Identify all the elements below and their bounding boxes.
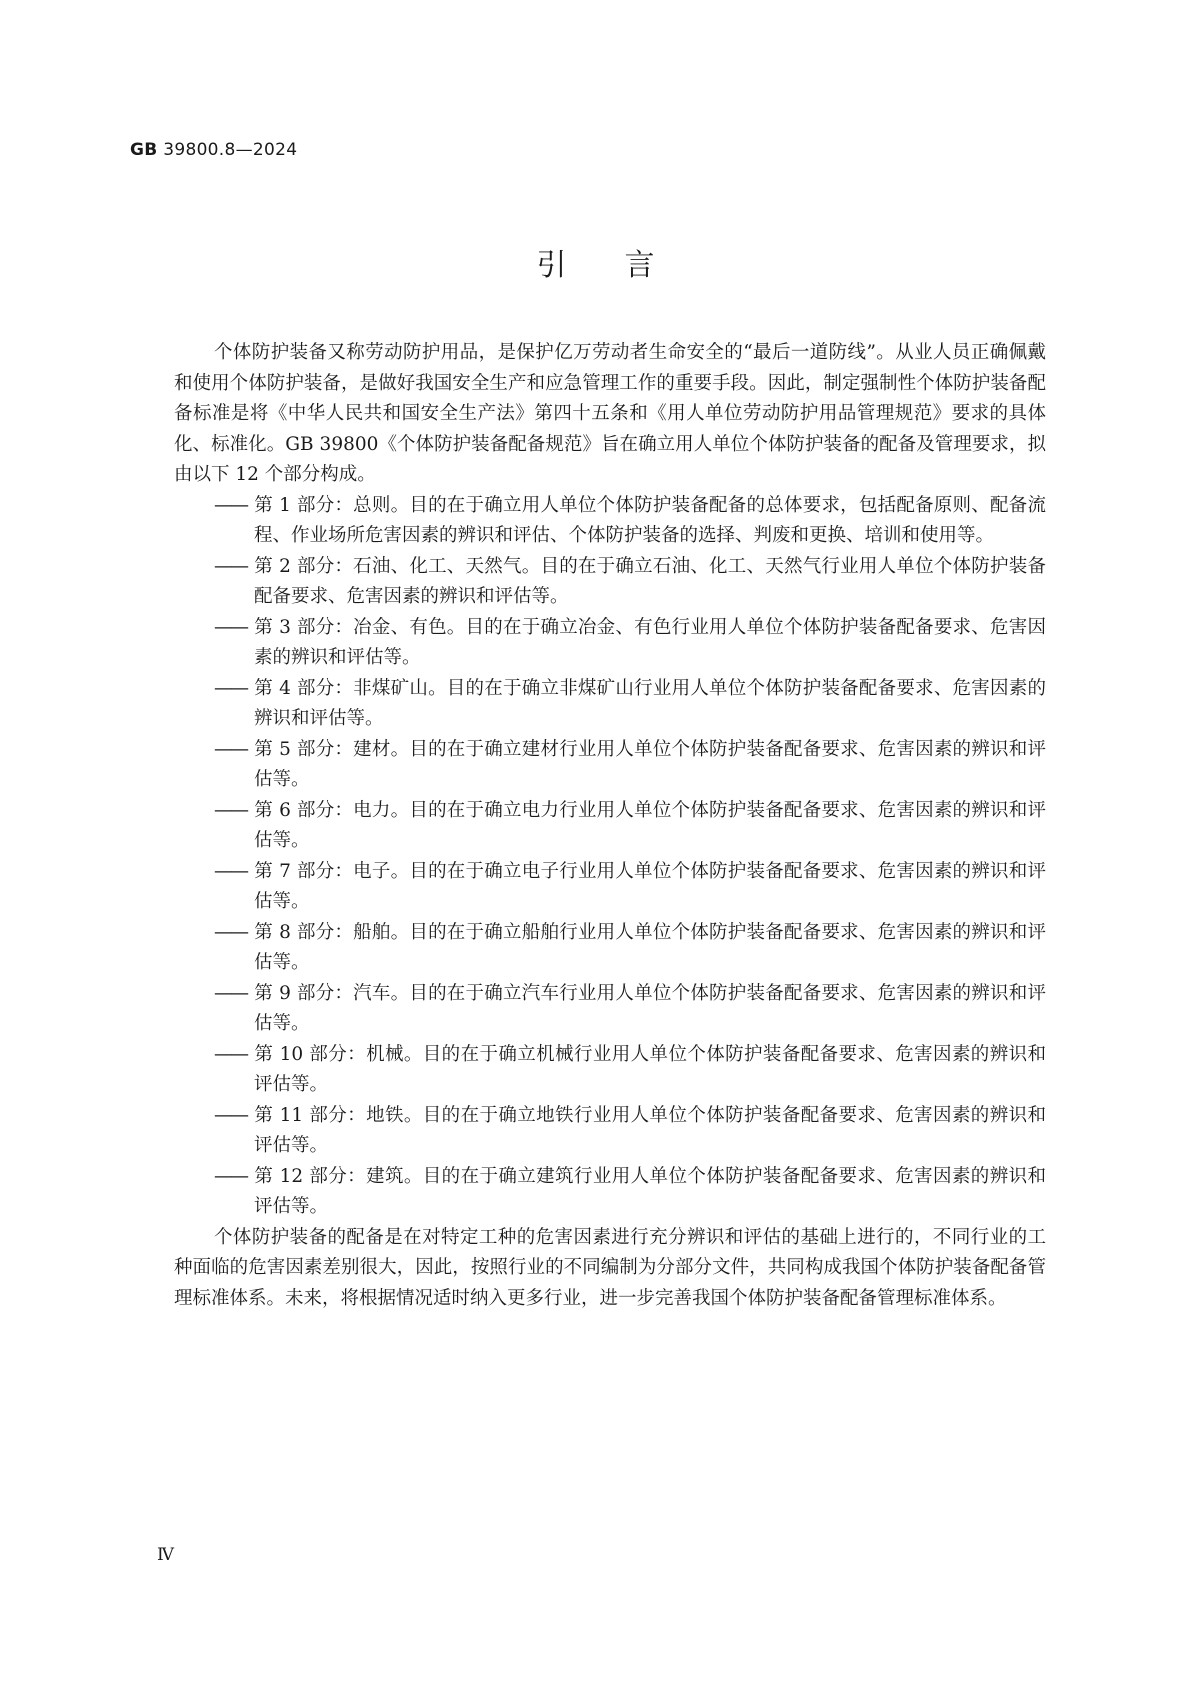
part-item — [214, 613, 1046, 674]
part-item — [214, 979, 1046, 1040]
part-item-text: 第 10 部分：机械。目的在于确立机械行业用人单位个体防护装备配备要求、危害因素的辨识和评估等。 — [254, 1043, 1046, 1095]
dash-marker: —— — [214, 1165, 247, 1187]
part-item-text: 第 3 部分：冶金、有色。目的在于确立冶金、有色行业用人单位个体防护装备配备要求、危害因素的辨识和评估等。 — [254, 616, 1046, 668]
part-item — [214, 552, 1046, 613]
part-item-text: 第 7 部分：电子。目的在于确立电子行业用人单位个体防护装备配备要求、危害因素的辨识和评估等。 — [254, 860, 1046, 912]
document-code-number: 39800.8—2024 — [157, 140, 298, 160]
part-item-text: 第 4 部分：非煤矿山。目的在于确立非煤矿山行业用人单位个体防护装备配备要求、危害因素的辨识和评估等。 — [254, 677, 1046, 729]
dash-marker: —— — [214, 616, 247, 638]
part-item — [214, 796, 1046, 857]
parts-list — [174, 491, 1046, 1223]
part-item — [214, 674, 1046, 735]
dash-marker: —— — [214, 738, 247, 760]
part-item — [214, 918, 1046, 979]
dash-marker: —— — [214, 1104, 247, 1126]
part-item-text: 第 2 部分：石油、化工、天然气。目的在于确立石油、化工、天然气行业用人单位个体防护装备配备要求、危害因素的辨识和评估等。 — [254, 555, 1046, 607]
part-item-text: 第 8 部分：船舶。目的在于确立船舶行业用人单位个体防护装备配备要求、危害因素的辨识和评估等。 — [254, 921, 1046, 973]
part-item — [214, 1101, 1046, 1162]
dash-marker: —— — [214, 860, 247, 882]
dash-marker: —— — [214, 494, 247, 516]
dash-marker: —— — [214, 799, 247, 821]
part-item-text: 第 12 部分：建筑。目的在于确立建筑行业用人单位个体防护装备配备要求、危害因素的辨识和评估等。 — [254, 1165, 1046, 1217]
part-item — [214, 857, 1046, 918]
part-item-text: 第 9 部分：汽车。目的在于确立汽车行业用人单位个体防护装备配备要求、危害因素的辨识和评估等。 — [254, 982, 1046, 1034]
dash-marker: —— — [214, 555, 247, 577]
part-item — [214, 735, 1046, 796]
part-item — [214, 1162, 1046, 1223]
document-code — [130, 140, 297, 160]
dash-marker: —— — [214, 1043, 247, 1065]
dash-marker: —— — [214, 982, 247, 1004]
dash-marker: —— — [214, 921, 247, 943]
part-item-text: 第 5 部分：建材。目的在于确立建材行业用人单位个体防护装备配备要求、危害因素的辨识和评估等。 — [254, 738, 1046, 790]
section-title: 引言 — [536, 248, 713, 283]
intro-paragraph: 个体防护装备又称劳动防护用品，是保护亿万劳动者生命安全的“最后一道防线”。从业人员正确佩戴和使用个体防护装备，是做好我国安全生产和应急管理工作的重要手段。因此，制定强制性个体防护装备配备标准是将《中华人民共和国安全生产法》第四十五条和《用人单位劳动防护用品管理规范》要求的具体化、标准化。GB 39800《个体防护装备配备规范》旨在确立用人单位个体防护装备的配备及管理要求，拟由以下 12 个部分构成。 — [174, 342, 1046, 485]
part-item — [214, 491, 1046, 552]
part-item-text: 第 1 部分：总则。目的在于确立用人单位个体防护装备配备的总体要求，包括配备原则、配备流程、作业场所危害因素的辨识和评估、个体防护装备的选择、判废和更换、培训和使用等。 — [254, 494, 1046, 546]
part-item — [214, 1040, 1046, 1101]
document-body — [174, 338, 1046, 1314]
document-code-prefix: GB — [130, 140, 158, 160]
part-item-text: 第 6 部分：电力。目的在于确立电力行业用人单位个体防护装备配备要求、危害因素的辨识和评估等。 — [254, 799, 1046, 851]
part-item-text: 第 11 部分：地铁。目的在于确立地铁行业用人单位个体防护装备配备要求、危害因素的辨识和评估等。 — [254, 1104, 1046, 1156]
closing-paragraph: 个体防护装备的配备是在对特定工种的危害因素进行充分辨识和评估的基础上进行的，不同行业的工种面临的危害因素差别很大，因此，按照行业的不同编制为分部分文件，共同构成我国个体防护装备配备管理标准体系。未来，将根据情况适时纳入更多行业，进一步完善我国个体防护装备配备管理标准体系。 — [174, 1226, 1046, 1309]
dash-marker: —— — [214, 677, 247, 699]
page-number: Ⅳ — [157, 1545, 174, 1565]
